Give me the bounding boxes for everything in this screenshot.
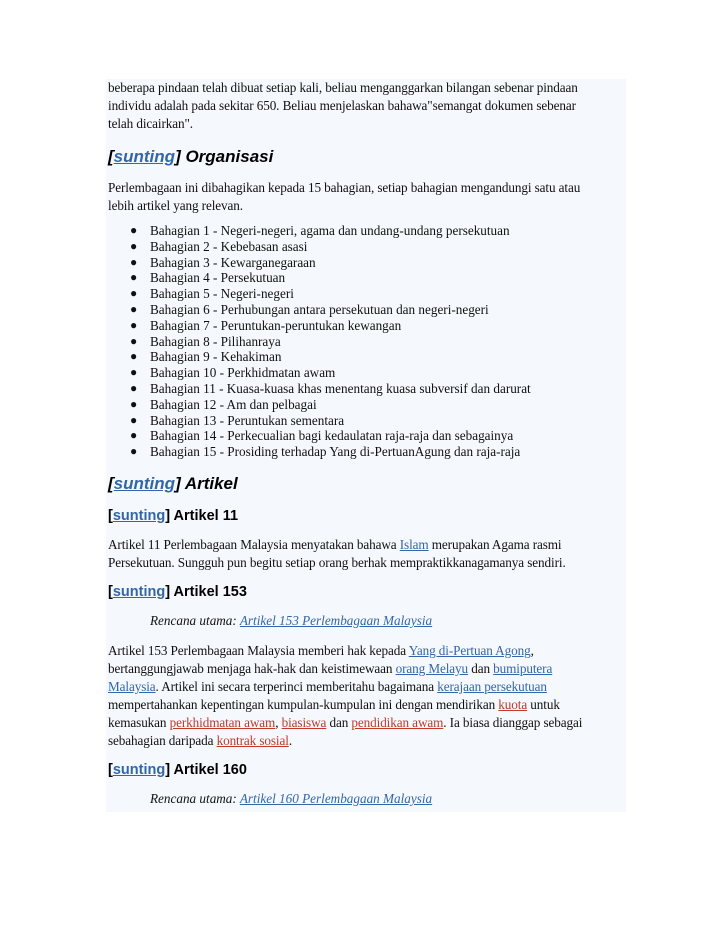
organisasi-line-1: Perlembagaan ini dibahagikan kepada 15 bahagian, setiap bahagian mengandungi satu atau bbox=[108, 180, 581, 195]
bullet-icon: ● bbox=[130, 270, 138, 285]
bullet-icon: ● bbox=[130, 365, 138, 380]
pendidikan-awam-link[interactable]: pendidikan awam bbox=[351, 714, 444, 730]
list-item: ● Bahagian 12 - Am dan pelbagai bbox=[130, 396, 317, 412]
bullet-icon: ● bbox=[130, 444, 138, 459]
kuota-link[interactable]: kuota bbox=[498, 696, 528, 712]
artikel-160-title: Artikel 160 bbox=[173, 761, 247, 778]
biasiswa-link[interactable]: biasiswa bbox=[281, 714, 327, 730]
kontrak-sosial-link[interactable]: kontrak sosial bbox=[216, 732, 289, 748]
list-item: ● Bahagian 7 - Peruntukan-peruntukan kewangan bbox=[130, 317, 402, 333]
edit-link-artikel-11[interactable]: sunting bbox=[112, 507, 166, 524]
bullet-icon: ● bbox=[130, 254, 138, 269]
list-item: ● Bahagian 3 - Kewarganegaraan bbox=[130, 254, 316, 270]
artikel-11-paragraph: Artikel 11 Perlembagaan Malaysia menyatakan bahawa Islam merupakan Agama rasmi Persekutuan. Sungguh pun begitu setiap orang berhak mempraktikkanagamanya sendiri. bbox=[108, 536, 566, 570]
artikel-153-heading: [sunting] Artikel 153 bbox=[108, 583, 247, 600]
list-item: ● Bahagian 10 - Perkhidmatan awam bbox=[130, 365, 336, 381]
bullet-icon: ● bbox=[130, 412, 138, 427]
list-item: ● Bahagian 5 - Negeri-negeri bbox=[130, 286, 294, 302]
bullet-icon: ● bbox=[130, 317, 138, 332]
bumiputera-link[interactable]: bumiputera bbox=[493, 660, 553, 676]
bahagian-list bbox=[108, 223, 624, 460]
bullet-icon: ● bbox=[130, 223, 138, 237]
islam-link[interactable]: Islam bbox=[399, 536, 429, 552]
list-item: ● Bahagian 4 - Persekutuan bbox=[130, 270, 286, 286]
edit-link-artikel-160[interactable]: sunting bbox=[112, 761, 166, 778]
artikel-heading: [sunting] Artikel bbox=[108, 473, 238, 493]
bullet-icon: ● bbox=[130, 286, 138, 301]
list-item: ● Bahagian 15 - Prosiding terhadap Yang di-PertuanAgung dan raja-raja bbox=[130, 444, 521, 460]
edit-link-organisasi[interactable]: sunting bbox=[113, 147, 176, 166]
artikel-153-main-article: Rencana utama: Artikel 153 Perlembagaan Malaysia bbox=[150, 612, 433, 628]
kerajaan-persekutuan-link[interactable]: kerajaan persekutuan bbox=[437, 678, 547, 694]
bullet-icon: ● bbox=[130, 380, 138, 395]
bullet-icon: ● bbox=[130, 333, 138, 348]
organisasi-line-2: lebih artikel yang relevan. bbox=[108, 198, 243, 213]
bullet-icon: ● bbox=[130, 238, 138, 253]
bullet-icon: ● bbox=[130, 301, 138, 316]
organisasi-heading: [sunting] Organisasi bbox=[108, 147, 274, 166]
malaysia-link[interactable]: Malaysia bbox=[108, 678, 156, 694]
edit-link-artikel[interactable]: sunting bbox=[113, 473, 176, 493]
artikel-160-main-link[interactable]: Artikel 160 Perlembagaan Malaysia bbox=[239, 790, 433, 806]
list-item: ● Bahagian 11 - Kuasa-kuasa khas menentang kuasa subversif dan darurat bbox=[130, 380, 531, 396]
perkhidmatan-awam-link[interactable]: perkhidmatan awam bbox=[169, 714, 276, 730]
bullet-icon: ● bbox=[130, 349, 138, 364]
intro-line-3: telah dicairkan". bbox=[108, 116, 193, 131]
organisasi-paragraph bbox=[108, 179, 624, 215]
artikel-160-heading: [sunting] Artikel 160 bbox=[108, 761, 247, 778]
agong-link[interactable]: Yang di-Pertuan Agong bbox=[408, 642, 531, 658]
intro-line-1: beberapa pindaan telah dibuat setiap kali, beliau menganggarkan bilangan sebenar pindaan bbox=[108, 80, 578, 95]
intro-line-2: individu adalah pada sekitar 650. Beliau menjelaskan bahawa"semangat dokumen sebenar bbox=[108, 98, 576, 113]
bullet-icon: ● bbox=[130, 396, 138, 411]
artikel-153-paragraph: Artikel 153 Perlembagaan Malaysia memberi hak kepada Yang di-Pertuan Agong, bertanggungjawab menjaga hak-hak dan keistimewaan orang Melayu dan bumiputera Malaysia. Artikel ini secara terperinci memberitahu bagaimana kerajaan persekutuan mempertahankan kepentingan kumpulan-kumpulan ini dengan mendirikan kuota untuk kemasukan perkhidmatan awam, biasiswa dan pendidikan awam. Ia biasa dianggap sebagai sebahagian daripada kontrak sosial. bbox=[108, 642, 583, 748]
list-item: ● Bahagian 8 - Pilihanraya bbox=[130, 333, 281, 349]
list-item: ● Bahagian 1 - Negeri-negeri, agama dan undang-undang persekutuan bbox=[130, 223, 510, 238]
article-content bbox=[106, 79, 626, 812]
list-item: ● Bahagian 2 - Kebebasan asasi bbox=[130, 238, 308, 254]
organisasi-title: Organisasi bbox=[185, 147, 274, 166]
artikel-11-title: Artikel 11 bbox=[173, 507, 239, 524]
list-item: ● Bahagian 6 - Perhubungan antara persekutuan dan negeri-negeri bbox=[130, 301, 489, 317]
artikel-11-heading: [sunting] Artikel 11 bbox=[108, 507, 239, 524]
edit-link-artikel-153[interactable]: sunting bbox=[112, 583, 166, 600]
bullet-icon: ● bbox=[130, 428, 138, 443]
artikel-153-main-link[interactable]: Artikel 153 Perlembagaan Malaysia bbox=[239, 612, 433, 628]
artikel-160-main-article: Rencana utama: Artikel 160 Perlembagaan Malaysia bbox=[150, 790, 433, 806]
list-item: ● Bahagian 13 - Peruntukan sementara bbox=[130, 412, 345, 428]
artikel-title: Artikel bbox=[184, 473, 238, 493]
intro-paragraph bbox=[108, 79, 624, 133]
list-item: ● Bahagian 9 - Kehakiman bbox=[130, 349, 282, 365]
list-item: ● Bahagian 14 - Perkecualian bagi kedaulatan raja-raja dan sebagainya bbox=[130, 428, 514, 444]
artikel-153-title: Artikel 153 bbox=[173, 583, 247, 600]
orang-melayu-link[interactable]: orang Melayu bbox=[395, 660, 469, 676]
